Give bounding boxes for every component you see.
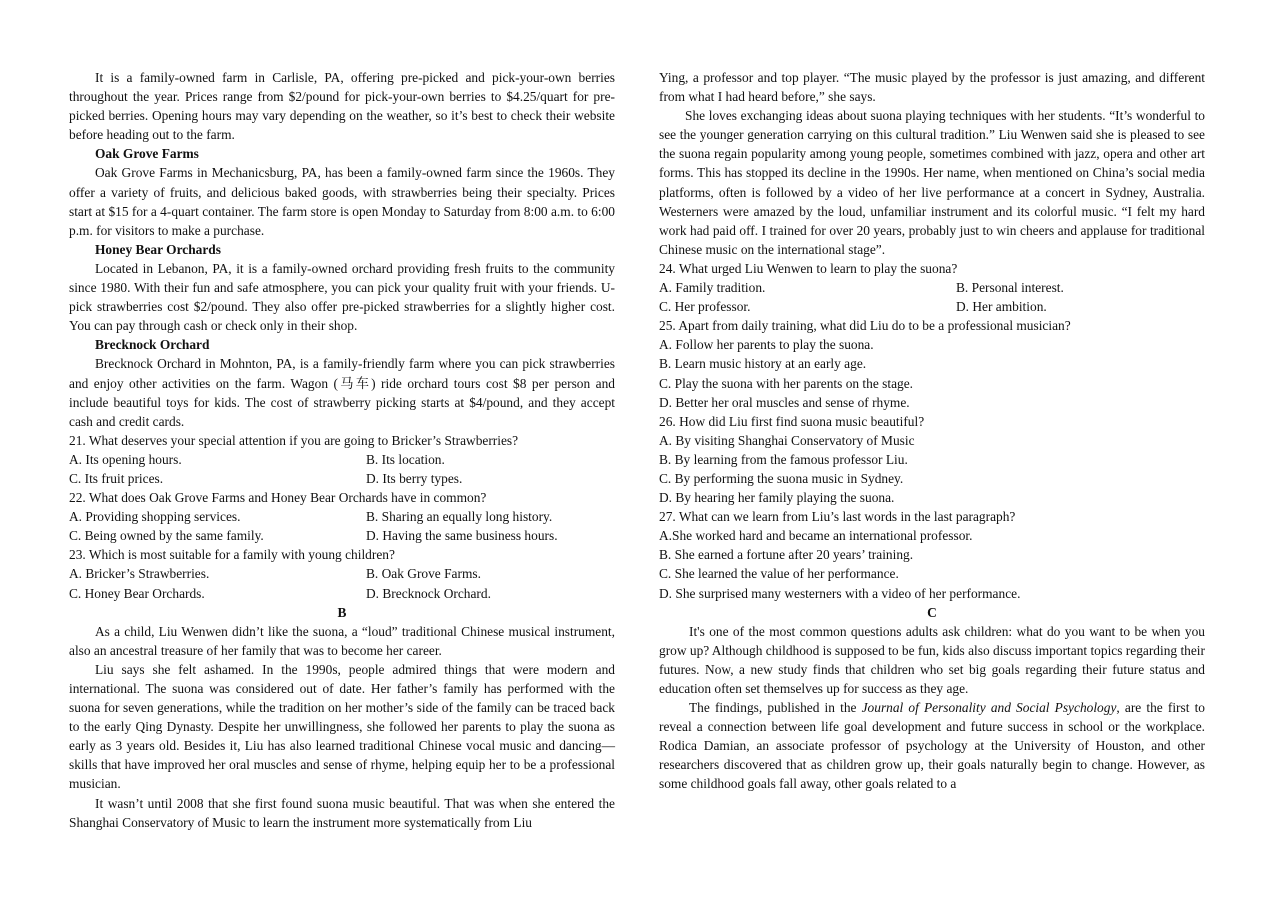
paragraph-c1: It's one of the most common questions adults ask children: what do you want to be when you grow up? Although childhood is supposed to be fun, kids also discuss important topics regarding their futures. Now, a new study finds that children who set big goals regarding their future status and education often set themselves up for success as they age. [659, 623, 1205, 696]
paragraph-b4: She loves exchanging ideas about suona playing techniques with her students. “It’s wonderful to see the younger generation carrying on this cultural tradition.” Liu Wenwen said she is pleased to see the suona regain popularity among young people, sometimes combined with jazz, opera and other art forms. This has stopped its decline in the 1990s. Her name, when mentioned on China’s social media platforms, often is followed by a video of her live performance at a concert in Sydney, Australia. Westerners were amazed by the loud, unfamiliar instrument and its colorful music. “I felt my hard work had paid off. I trained for over 20 years, probably just to win cheers and applause for traditional Chinese music on the international stage”. [659, 108, 1205, 257]
option-21a: A. Its opening hours. [69, 451, 182, 467]
paragraph-c2-body: , are the first to reveal a connection between life goal development and future success in school or the workplace. Rodica Damian, an associate professor of psychology at the University of Houston, and other researchers discovered that as children grow up, their goals naturally begin to change. However, as some childhood goals fall away, other goals related to a [659, 700, 1205, 792]
question-23: 23. Which is most suitable for a family with young children? [69, 547, 395, 563]
paragraph-c2-lead: The findings, published in the [689, 700, 862, 716]
paragraph-b2: Liu says she felt ashamed. In the 1990s, people admired things that were modern and international. The suona was considered out of date. Her father’s family has performed with the suona for seven generations, while the tradition on her mother’s side of the family can be traced back to the early Qing Dynasty. Despite her unwillingness, she followed her parents to play the suona as early as 3 years old. Besides it, Liu has also learned traditional Chinese vocal music and dancing—skills that have improved her oral muscles and sense of rhyme, helping equip her to be a professional musician. [69, 661, 615, 792]
question-23-options [69, 564, 615, 602]
option-25c: C. Play the suona with her parents on the stage. [659, 375, 913, 391]
section-c-heading: C [927, 604, 937, 620]
option-21b: B. Its location. [366, 451, 445, 467]
option-26c: C. By performing the suona music in Sydney. [659, 470, 904, 486]
option-21d: D. Its berry types. [366, 470, 463, 486]
journal-title: Journal of Personality and Social Psychology [861, 700, 1117, 716]
option-22c: C. Being owned by the same family. [69, 528, 264, 544]
option-24d: D. Her ambition. [956, 299, 1047, 315]
heading-honey-bear: Honey Bear Orchards [95, 241, 221, 257]
paragraph-honey-bear: Located in Lebanon, PA, it is a family-owned orchard providing fresh fruits to the community since 1980. With their fun and safe atmosphere, you can pick your quality fruit with your friends. U-pick strawberries cost $2/pound. They also offer pre-picked strawberries for a slightly higher cost. You can pay through cash or check only in their shop. [69, 260, 615, 334]
paragraph-c2 [659, 698, 1205, 793]
option-23a: A. Bricker’s Strawberries. [69, 566, 210, 582]
option-27d: D. She surprised many westerners with a video of her performance. [659, 585, 1021, 601]
option-24b: B. Personal interest. [956, 280, 1064, 296]
question-24: 24. What urged Liu Wenwen to learn to play the suona? [659, 260, 958, 276]
option-22d: D. Having the same business hours. [366, 528, 558, 544]
paragraph-farm-intro: It is a family-owned farm in Carlisle, PA, offering pre-picked and pick-your-own berries throughout the year. Prices range from $2/pound for pick-your-own berries to $4.25/quart for pre-picked berries. Opening hours may vary depending on the weather, so it’s best to check their website before heading out to the farm. [69, 70, 615, 143]
right-column [659, 68, 1205, 794]
paragraph-brecknock: Brecknock Orchard in Mohnton, PA, is a family-friendly farm where you can pick strawberries and enjoy other activities on the farm. Wagon (马车) ride orchard tours cost $8 per person and include beautiful toys for kids. The cost of strawberry picking starts at $4/pound, and they accept cash and credit cards. [69, 356, 615, 429]
question-25: 25. Apart from daily training, what did Liu do to be a professional musician? [659, 318, 1071, 334]
heading-oak-grove: Oak Grove Farms [95, 146, 199, 162]
option-27c: C. She learned the value of her performance. [659, 566, 899, 582]
left-column [69, 68, 615, 832]
question-22-options [69, 507, 615, 545]
paragraph-oak-grove: Oak Grove Farms in Mechanicsburg, PA, has been a family-owned farm since the 1960s. They offer a variety of fruits, and delicious baked goods, with strawberries being their specialty. Prices start at $15 for a 4-quart container. The farm store is open Monday to Saturday from 8:00 a.m. to 6:00 p.m. for visitors to make a purchase. [69, 165, 615, 238]
question-21-options [69, 450, 615, 488]
option-22b: B. Sharing an equally long history. [366, 509, 553, 525]
option-26b: B. By learning from the famous professor Liu. [659, 451, 908, 467]
option-27b: B. She earned a fortune after 20 years’ training. [659, 547, 914, 563]
option-21c: C. Its fruit prices. [69, 470, 164, 486]
question-27: 27. What can we learn from Liu’s last words in the last paragraph? [659, 509, 1016, 525]
section-b-heading: B [337, 604, 347, 620]
question-21: 21. What deserves your special attention if you are going to Bricker’s Strawberries? [69, 432, 519, 448]
option-24a: A. Family tradition. [659, 280, 766, 296]
heading-brecknock: Brecknock Orchard [95, 337, 210, 353]
option-23b: B. Oak Grove Farms. [366, 566, 481, 582]
option-25d: D. Better her oral muscles and sense of rhyme. [659, 394, 910, 410]
option-24c: C. Her professor. [659, 299, 751, 315]
option-25b: B. Learn music history at an early age. [659, 356, 867, 372]
question-26: 26. How did Liu first find suona music beautiful? [659, 413, 925, 429]
option-23d: D. Brecknock Orchard. [366, 585, 491, 601]
question-22: 22. What does Oak Grove Farms and Honey Bear Orchards have in common? [69, 490, 487, 506]
paragraph-b3: It wasn’t until 2008 that she first found suona music beautiful. That was when she entered the Shanghai Conservatory of Music to learn the instrument more systematically from Liu [69, 795, 615, 830]
option-23c: C. Honey Bear Orchards. [69, 585, 205, 601]
option-26d: D. By hearing her family playing the suona. [659, 490, 895, 506]
option-27a: A.She worked hard and became an international professor. [659, 528, 973, 544]
paragraph-b1: As a child, Liu Wenwen didn’t like the suona, a “loud” traditional Chinese musical instrument, also an ancestral treasure of her family that was to become her career. [69, 623, 615, 658]
paragraph-b3-continued: Ying, a professor and top player. “The music played by the professor is just amazing, and different from what I had heard before,” she says. [659, 70, 1205, 105]
option-26a: A. By visiting Shanghai Conservatory of Music [659, 432, 915, 448]
option-22a: A. Providing shopping services. [69, 509, 241, 525]
option-25a: A. Follow her parents to play the suona. [659, 337, 874, 353]
question-24-options [659, 278, 1205, 316]
